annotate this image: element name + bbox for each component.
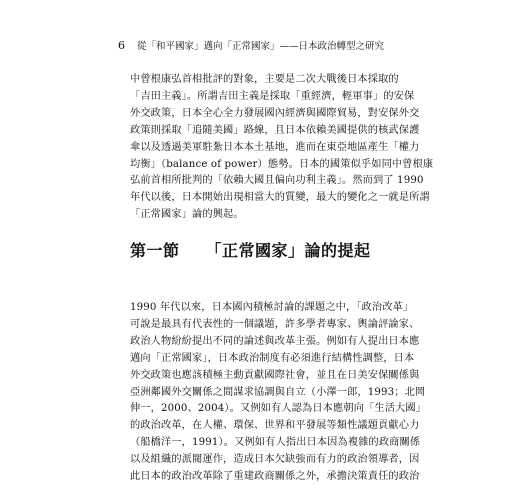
text-line: 均衡」（balance of power）態勢。日本的國策似乎如同中曾根康 (130, 158, 434, 170)
text-line: 外交政策，日本全心全力發展國內經濟與國際貿易，對安保外交 (130, 107, 420, 119)
page-number: 6 (118, 39, 125, 52)
running-title: 從「和平國家」邁向「正常國家」——日本政治轉型之研究 (137, 41, 385, 52)
text-line: 邁向「正常國家」，日本政治制度有必須進行結構性調整，日本 (130, 352, 415, 364)
section-title: 「正常國家」論的提起 (205, 241, 371, 260)
text-line: 傘以及透過美軍駐紮日本本土基地，進而在東亞地區產生「權力 (130, 141, 420, 153)
text-line: 以及組織的派閥運作，造成日本欠缺強而有力的政治領導者，因 (130, 454, 420, 466)
running-header (118, 38, 384, 52)
section-number: 第一節 (130, 241, 180, 260)
text-line: 亞洲鄰國外交關係之間謀求協調與自立（小澤一郎，1993；北岡 (130, 386, 426, 398)
text-line: 外交政策也應該積極主動貢獻國際社會，並且在日美安保關係與 (130, 369, 420, 381)
text-line: 的政治改革，在人權、環保、世界和平發展等類性議題貢獻心力 (130, 420, 420, 432)
text-line: 「正常國家」論的興起。 (130, 209, 244, 221)
text-line: 政治人物紛紛提出不同的論述與改革主張。例如有人提出日本應 (130, 335, 420, 347)
section-heading (130, 238, 371, 261)
text-line: 弘前首相所批判的「依賴大國且偏向功利主義」。然而到了 1990 (130, 175, 424, 187)
text-line: 此日本的政治改革除了重建政商關係之外，承擔決策責任的政治 (130, 471, 420, 483)
text-line: 「吉田主義」。所謂吉田主義是採取「重經濟，輕軍事」的安保 (130, 90, 415, 102)
text-line: 可說是最具有代表性的一個議題，許多學者專家、輿論評論家、 (130, 318, 420, 330)
paragraph-body (130, 300, 427, 486)
text-line: 政策則採取「追隨美國」路線，且日本依賴美國提供的核武保護 (130, 124, 420, 136)
text-line: 1990 年代以來，日本國內積極討論的課題之中，「政治改革」 (130, 302, 414, 313)
text-line: （船橋洋一，1991）。又例如有人指出日本因為複雜的政商關係 (130, 437, 421, 449)
text-line: 年代以後，日本開始出現相當大的質變，最大的變化之一就是所謂 (130, 192, 430, 204)
text-line: 中曾根康弘首相批評的對象，主要是二次大戰後日本採取的 (130, 74, 399, 85)
paragraph-intro (130, 72, 434, 224)
text-line: 伸一，2000、2004）。又例如有人認為日本應朝向「生活大國」 (130, 403, 427, 415)
